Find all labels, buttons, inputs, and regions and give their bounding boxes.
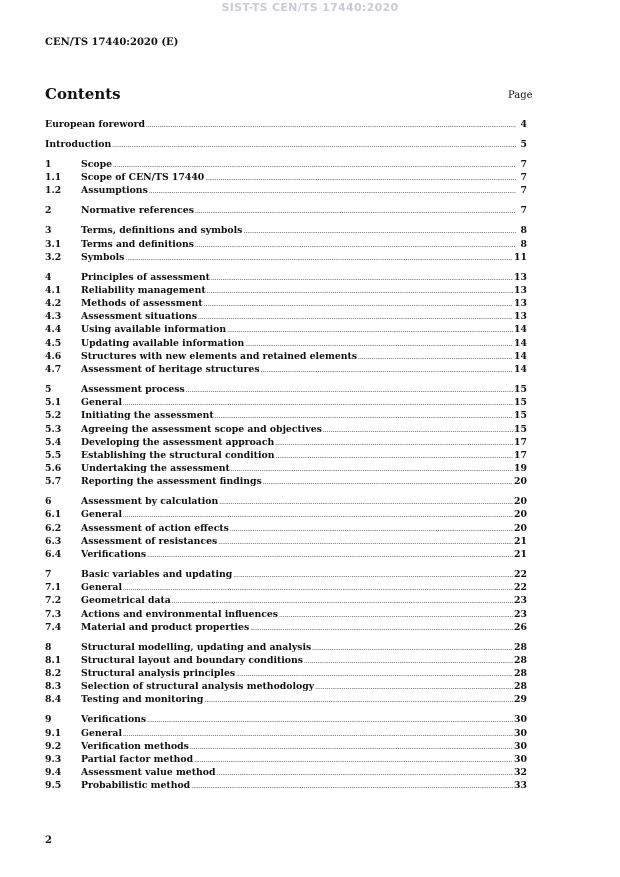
toc-entry-page: 32: [514, 767, 527, 779]
toc-entry-number: 9.5: [45, 780, 62, 792]
toc-entry[interactable]: [45, 680, 527, 693]
toc-dot-leader: [236, 667, 513, 680]
toc-entry-title: European foreword: [45, 119, 145, 130]
toc-entry-number: 5.5: [45, 449, 62, 461]
toc-entry-title: Establishing the structural condition: [81, 449, 275, 461]
toc-dot-leader: [146, 118, 516, 131]
toc-entry-page: 15: [514, 397, 527, 409]
toc-dot-leader: [279, 608, 513, 621]
toc-entry-number: 6.1: [45, 509, 62, 521]
toc-entry[interactable]: [45, 667, 527, 680]
toc-entry[interactable]: [45, 297, 527, 310]
toc-entry-page: 21: [514, 549, 527, 561]
toc-entry-number: 5.3: [45, 423, 62, 435]
toc-dot-leader: [233, 568, 513, 581]
toc-entry-number: 2: [45, 205, 52, 217]
toc-entry-page: 15: [514, 410, 527, 422]
toc-entry[interactable]: [45, 568, 527, 581]
toc-entry-number: 4.5: [45, 337, 62, 349]
toc-entry[interactable]: [45, 158, 527, 171]
toc-entry-number: 5.7: [45, 476, 62, 488]
toc-entry-title: Actions and environmental influences: [81, 608, 279, 620]
page-column-label: Page: [508, 90, 533, 101]
toc-entry-number: 5: [45, 383, 52, 395]
toc-entry-title: Assessment of heritage structures: [81, 363, 260, 375]
toc-entry[interactable]: [45, 383, 527, 396]
toc-dot-leader: [216, 766, 513, 779]
toc-dot-leader: [147, 548, 513, 561]
toc-entry-number: 3: [45, 225, 52, 237]
toc-entry-page: 19: [514, 463, 527, 475]
toc-entry-title: Assessment by calculation: [81, 496, 219, 508]
toc-entry[interactable]: [45, 224, 527, 237]
toc-entry-title: Partial factor method: [81, 754, 194, 766]
toc-entry[interactable]: [45, 608, 527, 621]
toc-entry[interactable]: [45, 396, 527, 409]
toc-entry-number: 6.4: [45, 549, 62, 561]
toc-entry-page: 20: [514, 496, 527, 508]
toc-entry-number: 8.4: [45, 694, 62, 706]
toc-entry-title: General: [81, 397, 122, 409]
toc-entry[interactable]: [45, 449, 527, 462]
toc-dot-leader: [315, 680, 513, 693]
toc-entry-title: Verifications: [81, 549, 147, 561]
toc-dot-leader: [113, 158, 516, 171]
toc-entry-title: Assessment process: [81, 383, 185, 395]
toc-dot-leader: [123, 396, 513, 409]
toc-entry-title: Reliability management: [81, 284, 206, 296]
toc-dot-leader: [219, 495, 513, 508]
toc-entry-number: 4.1: [45, 284, 62, 296]
toc-entry[interactable]: [45, 423, 527, 436]
toc-entry-page: 7: [520, 158, 527, 170]
toc-entry-number: 4: [45, 271, 52, 283]
toc-dot-leader: [215, 409, 513, 422]
toc-dot-leader: [358, 350, 513, 363]
toc-entry-title: Structural modelling, updating and analysis: [81, 641, 312, 653]
toc-entry[interactable]: [45, 641, 527, 654]
toc-entry[interactable]: [45, 766, 527, 779]
toc-entry-number: 4.6: [45, 350, 62, 362]
toc-entry-number: 5.4: [45, 436, 62, 448]
toc-dot-leader: [112, 138, 516, 151]
toc-entry-title: Methods of assessment: [81, 298, 203, 310]
toc-entry-page: 4: [520, 119, 527, 130]
toc-entry-number: 9.1: [45, 727, 62, 739]
toc-entry-page: 14: [514, 350, 527, 362]
toc-entry-number: 4.4: [45, 324, 62, 336]
toc-entry-page: 28: [514, 668, 527, 680]
toc-entry[interactable]: [45, 204, 527, 217]
toc-entry-title: Initiating the assessment: [81, 410, 214, 422]
toc-entry[interactable]: [45, 284, 527, 297]
toc-entry-page: 23: [514, 595, 527, 607]
toc-entry-number: 4.2: [45, 298, 62, 310]
toc-entry[interactable]: [45, 495, 527, 508]
toc-entry[interactable]: [45, 535, 527, 548]
toc-entry-title: Probabilistic method: [81, 780, 191, 792]
toc-entry-number: 6: [45, 496, 52, 508]
toc-dot-leader: [190, 740, 513, 753]
watermark: SIST-TS CEN/TS 17440:2020: [221, 1, 399, 14]
toc-entry-number: 9: [45, 714, 52, 726]
toc-entry-title: Assessment of resistances: [81, 535, 218, 547]
toc-entry[interactable]: [45, 350, 527, 363]
toc-entry[interactable]: [45, 693, 527, 706]
toc-dot-leader: [211, 271, 513, 284]
toc-entry-title: Geometrical data: [81, 595, 171, 607]
toc-entry-number: 5.1: [45, 397, 62, 409]
toc-entry-title: Scope of CEN/TS 17440: [81, 172, 205, 184]
toc-entry-number: 4.7: [45, 363, 62, 375]
toc-entry[interactable]: [45, 251, 527, 264]
toc-entry-number: 9.3: [45, 754, 62, 766]
toc-entry-title: Verification methods: [81, 740, 189, 752]
toc-entry[interactable]: [45, 727, 527, 740]
toc-entry[interactable]: [45, 740, 527, 753]
toc-entry-number: 6.2: [45, 522, 62, 534]
toc-entry[interactable]: [45, 522, 527, 535]
toc-entry-number: 9.2: [45, 740, 62, 752]
document-identifier: CEN/TS 17440:2020 (E): [45, 37, 179, 48]
toc-dot-leader: [250, 621, 513, 634]
toc-entry[interactable]: [45, 238, 527, 251]
toc-entry-page: 28: [514, 681, 527, 693]
toc-entry-title: Using available information: [81, 324, 227, 336]
toc-entry-title: Undertaking the assessment: [81, 463, 230, 475]
toc-dot-leader: [261, 363, 513, 376]
toc-entry-number: 1: [45, 158, 52, 170]
toc-entry-page: 26: [514, 621, 527, 633]
toc-entry-title: Terms, definitions and symbols: [81, 225, 243, 237]
toc-entry-page: 14: [514, 324, 527, 336]
toc-entry-page: 22: [514, 582, 527, 594]
toc-entry-page: 20: [514, 522, 527, 534]
toc-dot-leader: [275, 436, 513, 449]
toc-entry[interactable]: [45, 475, 527, 488]
toc-dot-leader: [194, 753, 513, 766]
toc-entry-page: 11: [514, 251, 527, 263]
toc-entry-number: 6.3: [45, 535, 62, 547]
toc-entry[interactable]: [45, 118, 527, 131]
toc-entry-page: 13: [514, 311, 527, 323]
toc-dot-leader: [123, 508, 513, 521]
toc-entry-page: 13: [514, 298, 527, 310]
toc-entry-page: 30: [514, 740, 527, 752]
toc-dot-leader: [231, 462, 513, 475]
toc-dot-leader: [204, 693, 513, 706]
toc-entry-number: 7.3: [45, 608, 62, 620]
toc-dot-leader: [186, 383, 513, 396]
toc-entry[interactable]: [45, 271, 527, 284]
toc-entry-page: 20: [514, 509, 527, 521]
toc-entry-title: Normative references: [81, 205, 194, 217]
toc-entry-page: 7: [520, 185, 527, 197]
toc-entry-number: 8.2: [45, 668, 62, 680]
toc-entry-title: General: [81, 509, 122, 521]
toc-dot-leader: [204, 297, 513, 310]
toc-entry[interactable]: [45, 171, 527, 184]
toc-dot-leader: [275, 449, 513, 462]
toc-entry-page: 22: [514, 569, 527, 580]
toc-entry-title: Developing the assessment approach: [81, 436, 275, 448]
toc-entry[interactable]: [45, 654, 527, 667]
toc-entry-title: Assessment value method: [81, 767, 216, 779]
toc-entry-number: 7: [45, 569, 52, 580]
toc-entry-title: Assessment of action effects: [81, 522, 229, 534]
toc-entry-number: 1.1: [45, 172, 62, 184]
toc-dot-leader: [191, 779, 513, 792]
toc-entry-page: 15: [514, 383, 527, 395]
toc-entry[interactable]: [45, 753, 527, 766]
toc-entry-page: 7: [520, 205, 527, 217]
toc-entry-number: 8.1: [45, 654, 62, 666]
toc-entry-page: 23: [514, 608, 527, 620]
toc-dot-leader: [123, 727, 513, 740]
toc-entry-page: 30: [514, 754, 527, 766]
toc-entry-page: 17: [514, 449, 527, 461]
toc-dot-leader: [243, 224, 516, 237]
toc-dot-leader: [323, 423, 513, 436]
toc-entry[interactable]: [45, 363, 527, 376]
table-of-contents: [45, 118, 527, 793]
toc-entry-title: Updating available information: [81, 337, 245, 349]
toc-dot-leader: [147, 713, 513, 726]
toc-entry-page: 21: [514, 535, 527, 547]
toc-entry-page: 8: [520, 238, 527, 250]
toc-entry[interactable]: [45, 323, 527, 336]
toc-entry[interactable]: [45, 337, 527, 350]
toc-entry[interactable]: [45, 713, 527, 726]
toc-entry-page: 33: [514, 780, 527, 792]
toc-entry-number: 8.3: [45, 681, 62, 693]
toc-entry-number: 7.2: [45, 595, 62, 607]
toc-dot-leader: [227, 323, 513, 336]
toc-dot-leader: [263, 475, 513, 488]
toc-entry-title: Selection of structural analysis methodology: [81, 681, 315, 693]
toc-entry[interactable]: [45, 436, 527, 449]
toc-entry-title: Scope: [81, 158, 112, 170]
toc-entry-title: Structural layout and boundary conditions: [81, 654, 303, 666]
toc-entry-title: Assessment situations: [81, 311, 197, 323]
toc-entry-title: Terms and definitions: [81, 238, 194, 250]
toc-entry-title: Structures with new elements and retained elements: [81, 350, 358, 362]
toc-entry-title: General: [81, 727, 122, 739]
toc-entry-title: Testing and monitoring: [81, 694, 204, 706]
toc-dot-leader: [218, 535, 513, 548]
toc-entry[interactable]: [45, 409, 527, 422]
toc-entry-page: 28: [514, 654, 527, 666]
toc-entry-page: 20: [514, 476, 527, 488]
toc-entry-page: 30: [514, 727, 527, 739]
toc-entry[interactable]: [45, 779, 527, 792]
toc-entry-title: Basic variables and updating: [81, 569, 233, 580]
toc-entry[interactable]: [45, 310, 527, 323]
toc-entry-number: 8: [45, 641, 52, 653]
toc-entry-page: 29: [514, 694, 527, 706]
toc-entry-title: Verifications: [81, 714, 147, 726]
toc-entry-number: 3.1: [45, 238, 62, 250]
toc-entry-title: Reporting the assessment findings: [81, 476, 262, 488]
toc-entry-page: 13: [514, 271, 527, 283]
toc-entry-page: 13: [514, 284, 527, 296]
toc-entry-title: Assumptions: [81, 185, 148, 197]
toc-entry[interactable]: [45, 138, 527, 151]
toc-entry-number: 5.2: [45, 410, 62, 422]
toc-entry-page: 5: [520, 138, 527, 150]
toc-entry-page: 7: [520, 172, 527, 184]
toc-dot-leader: [207, 284, 513, 297]
toc-dot-leader: [245, 337, 513, 350]
contents-heading: Contents: [45, 85, 121, 103]
toc-entry-number: 7.1: [45, 582, 62, 594]
toc-entry[interactable]: [45, 621, 527, 634]
toc-entry-title: General: [81, 582, 122, 594]
toc-entry[interactable]: [45, 548, 527, 561]
toc-entry-title: Agreeing the assessment scope and objectives: [81, 423, 322, 435]
toc-dot-leader: [125, 251, 513, 264]
toc-dot-leader: [123, 581, 513, 594]
toc-entry-title: Material and product properties: [81, 621, 250, 633]
toc-entry-page: 28: [514, 641, 527, 653]
toc-dot-leader: [198, 310, 513, 323]
toc-entry-page: 15: [514, 423, 527, 435]
toc-entry-page: 14: [514, 337, 527, 349]
toc-entry-page: 14: [514, 363, 527, 375]
toc-entry-title: Principles of assessment: [81, 271, 210, 283]
toc-entry[interactable]: [45, 184, 527, 197]
toc-entry-page: 30: [514, 714, 527, 726]
toc-entry[interactable]: [45, 462, 527, 475]
toc-dot-leader: [195, 204, 516, 217]
toc-dot-leader: [230, 522, 513, 535]
toc-entry-title: Structural analysis principles: [81, 668, 236, 680]
toc-entry-title: Introduction: [45, 138, 112, 150]
toc-dot-leader: [205, 171, 516, 184]
toc-dot-leader: [195, 238, 516, 251]
toc-dot-leader: [149, 184, 516, 197]
toc-entry-number: 7.4: [45, 621, 62, 633]
toc-entry-page: 17: [514, 436, 527, 448]
toc-entry-number: 9.4: [45, 767, 62, 779]
toc-entry[interactable]: [45, 594, 527, 607]
toc-entry[interactable]: [45, 581, 527, 594]
toc-dot-leader: [312, 641, 513, 654]
toc-entry-page: 8: [520, 225, 527, 237]
toc-entry-number: 5.6: [45, 463, 62, 475]
page-number: 2: [45, 835, 52, 846]
toc-entry-title: Symbols: [81, 251, 125, 263]
toc-entry-number: 1.2: [45, 185, 62, 197]
toc-dot-leader: [304, 654, 513, 667]
toc-entry-number: 4.3: [45, 311, 62, 323]
toc-entry-number: 3.2: [45, 251, 62, 263]
toc-dot-leader: [172, 594, 513, 607]
toc-entry[interactable]: [45, 508, 527, 521]
